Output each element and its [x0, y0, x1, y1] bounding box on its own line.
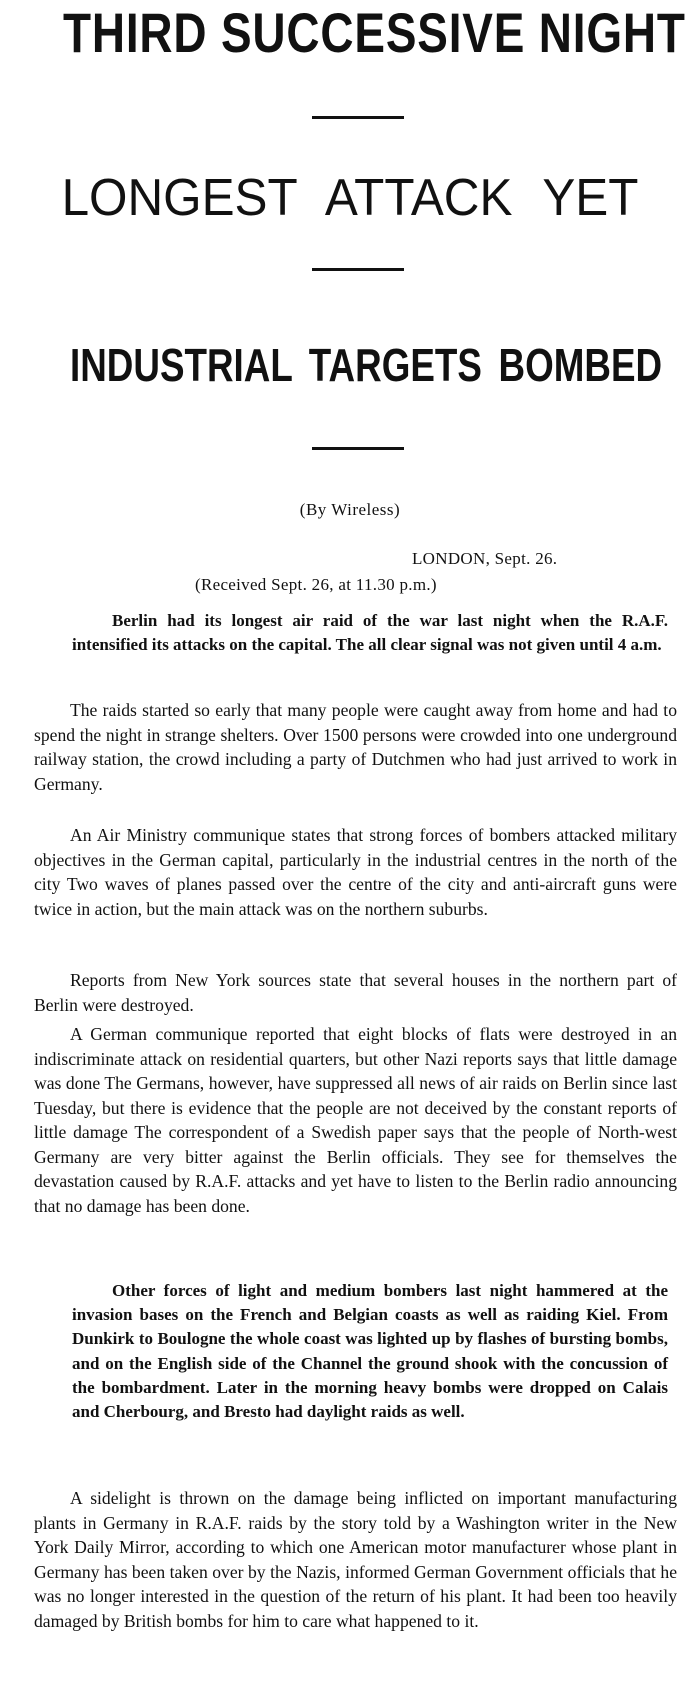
- byline: (By Wireless): [299, 500, 401, 519]
- headline-divider: [312, 268, 404, 271]
- headline-divider: [312, 116, 404, 119]
- article-paragraph: Reports from New York sources state that several houses in the northern part of Berlin were destroyed.: [34, 970, 677, 1015]
- article-paragraph: The raids started so early that many people were caught away from home and had to spend the night in strange shelters. Over 1500 persons were crowded into one underground railway station, the crowd including a party of Dutchmen who had just arrived to work in Germany.: [34, 700, 677, 794]
- bold-paragraph: Other forces of light and medium bombers last night hammered at the invasion bases on the French and Belgian coasts as well as raiding Kiel. From Dunkirk to Boulogne the whole coast was lighted up by flashes of bursting bombs, and on the English side of the Channel the ground shook with the concussion of the bombardment. Later in the morning heavy bombs were dropped on Calais and Cherbourg, and Bresto had daylight raids as well.: [72, 1281, 668, 1422]
- second-headline: LONGEST ATTACK YET: [61, 169, 639, 227]
- article-paragraph: A German communique reported that eight blocks of flats were destroyed in an indiscriminate attack on residential quarters, but other Nazi reports says that little damage was done The Germans, however, have suppressed all news of air raids on Berlin since last Tuesday, but there is evidence that the people are not deceived by the constant reports of little damage The correspondent of a Swedish paper says that the people of North-west Germany are very bitter against the Berlin officials. They see for themselves the devastation caused by R.A.F. attacks and yet have to listen to the Berlin radio announcing that no damage has been done.: [34, 1024, 677, 1216]
- lead-paragraph: Berlin had its longest air raid of the war last night when the R.A.F. intensified its attacks on the capital. The all clear signal was not given until 4 a.m.: [72, 611, 668, 655]
- main-headline: THIRD SUCCESSIVE NIGHT: [63, 1, 686, 64]
- article-paragraph: An Air Ministry communique states that strong forces of bombers attacked military objectives in the German capital, particularly in the industrial centres in the north of the city Two waves of planes passed over the centre of the city and anti-aircraft guns were twice in action, but the main attack was on the northern suburbs.: [34, 825, 677, 919]
- received-note: (Received Sept. 26, at 11.30 p.m.): [195, 575, 437, 594]
- headline-divider: [312, 447, 404, 450]
- third-headline: INDUSTRIAL TARGETS BOMBED: [70, 339, 663, 391]
- dateline: LONDON, Sept. 26.: [412, 549, 558, 568]
- article-paragraph: A sidelight is thrown on the damage being inflicted on important manufacturing plants in Germany in R.A.F. raids by the story told by a Washington writer in the New York Daily Mirror, according to which one American motor manufacturer whose plant in Germany has been taken over by the Nazis, informed German Government officials that he was no longer interested in the question of the return of his plant. It had been too heavily damaged by British bombs for him to care what happened to it.: [34, 1488, 677, 1631]
